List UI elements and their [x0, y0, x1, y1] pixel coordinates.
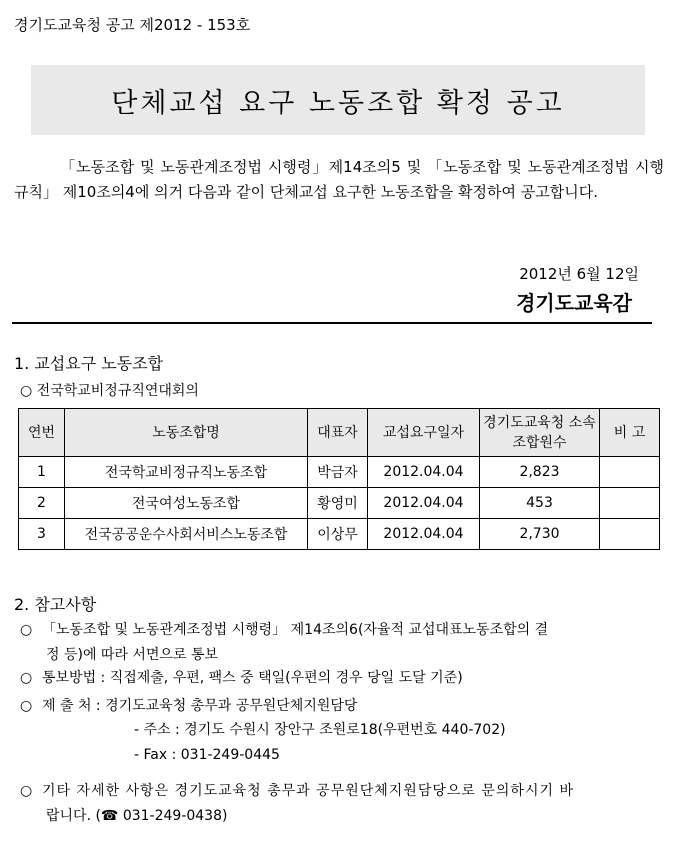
- cell-union-name: 전국공공운수사회서비스노동조합: [65, 519, 308, 550]
- intro-text: 「노동조합 및 노동관계조정법 시행령」제14조의5 및 「노동조합 및 노동관계조정법 시행규칙」 제10조의4에 의거 다음과 같이 단체교섭 요구한 노동조합을 확정하여 공고합니다.: [14, 158, 664, 201]
- col-header-union-name: 노동조합명: [65, 409, 308, 457]
- union-federation-item: ○ 전국학교비정규직연대회의: [20, 383, 199, 399]
- cell-member-count: 2,823: [480, 457, 600, 488]
- circle-bullet-icon: ○: [20, 622, 33, 638]
- cell-remarks: [600, 519, 660, 550]
- circle-bullet-icon: ○: [20, 783, 33, 799]
- submit-to-text: 제 출 처 : 경기도교육청 총무과 공무원단체지원담당: [42, 698, 358, 714]
- cell-member-count: 453: [480, 488, 600, 519]
- cell-no: 1: [19, 457, 65, 488]
- cell-no: 2: [19, 488, 65, 519]
- cell-request-date: 2012.04.04: [368, 519, 480, 550]
- notice-number: 경기도교육청 공고 제2012 - 153호: [14, 16, 251, 34]
- document-title: 단체교섭 요구 노동조합 확정 공고: [111, 87, 565, 119]
- law-reference-line1: 「노동조합 및 노동관계조정법 시행령」 제14조의6(자율적 교섭대표노동조합의 결: [42, 622, 549, 638]
- col-header-representative: 대표자: [308, 409, 368, 457]
- col-header-no: 연번: [19, 409, 65, 457]
- circle-bullet-icon: ○: [20, 698, 33, 714]
- cell-representative: 황영미: [308, 488, 368, 519]
- table-row: [19, 519, 660, 550]
- cell-request-date: 2012.04.04: [368, 488, 480, 519]
- cell-remarks: [600, 457, 660, 488]
- cell-union-name: 전국여성노동조합: [65, 488, 308, 519]
- inquiry-line2: 랍니다. (☎ 031-249-0438): [46, 808, 228, 824]
- table-row: [19, 488, 660, 519]
- fax-line: - Fax : 031-249-0445: [134, 747, 280, 763]
- notice-date: 2012년 6월 12일: [519, 265, 639, 283]
- intro-paragraph: [14, 155, 664, 205]
- cell-union-name: 전국학교비정규직노동조합: [65, 457, 308, 488]
- submit-to-item: [20, 694, 357, 719]
- section1-heading: 1. 교섭요구 노동조합: [14, 354, 164, 373]
- circle-bullet-icon: ○: [20, 670, 33, 686]
- cell-no: 3: [19, 519, 65, 550]
- cell-member-count: 2,730: [480, 519, 600, 550]
- cell-request-date: 2012.04.04: [368, 457, 480, 488]
- cell-representative: 박금자: [308, 457, 368, 488]
- inquiry-item: [20, 779, 665, 829]
- law-reference-item: [20, 618, 660, 668]
- table-row: [19, 457, 660, 488]
- section2-heading: 2. 참고사항: [14, 595, 97, 614]
- title-banner: [31, 65, 645, 135]
- col-header-request-date: 교섭요구일자: [368, 409, 480, 457]
- address-line: - 주소 : 경기도 수원시 장안구 조원로18(우편번호 440-702): [134, 722, 506, 738]
- unions-table: [18, 408, 660, 550]
- cell-remarks: [600, 488, 660, 519]
- issuer-name: 경기도교육감: [516, 291, 632, 315]
- table-header-row: [19, 409, 660, 457]
- notify-method-item: [20, 666, 463, 691]
- col-header-member-count: 경기도교육청 소속조합원수: [480, 409, 600, 457]
- divider: [12, 322, 652, 324]
- law-reference-line2: 정 등)에 따라 서면으로 통보: [46, 647, 219, 663]
- inquiry-line1: 기타 자세한 사항은 경기도교육청 총무과 공무원단체지원담당으로 문의하시기 바: [42, 783, 574, 799]
- col-header-remarks: 비 고: [600, 409, 660, 457]
- notify-method-text: 통보방법 : 직접제출, 우편, 팩스 중 택일(우편의 경우 당일 도달 기준): [42, 670, 463, 686]
- cell-representative: 이상무: [308, 519, 368, 550]
